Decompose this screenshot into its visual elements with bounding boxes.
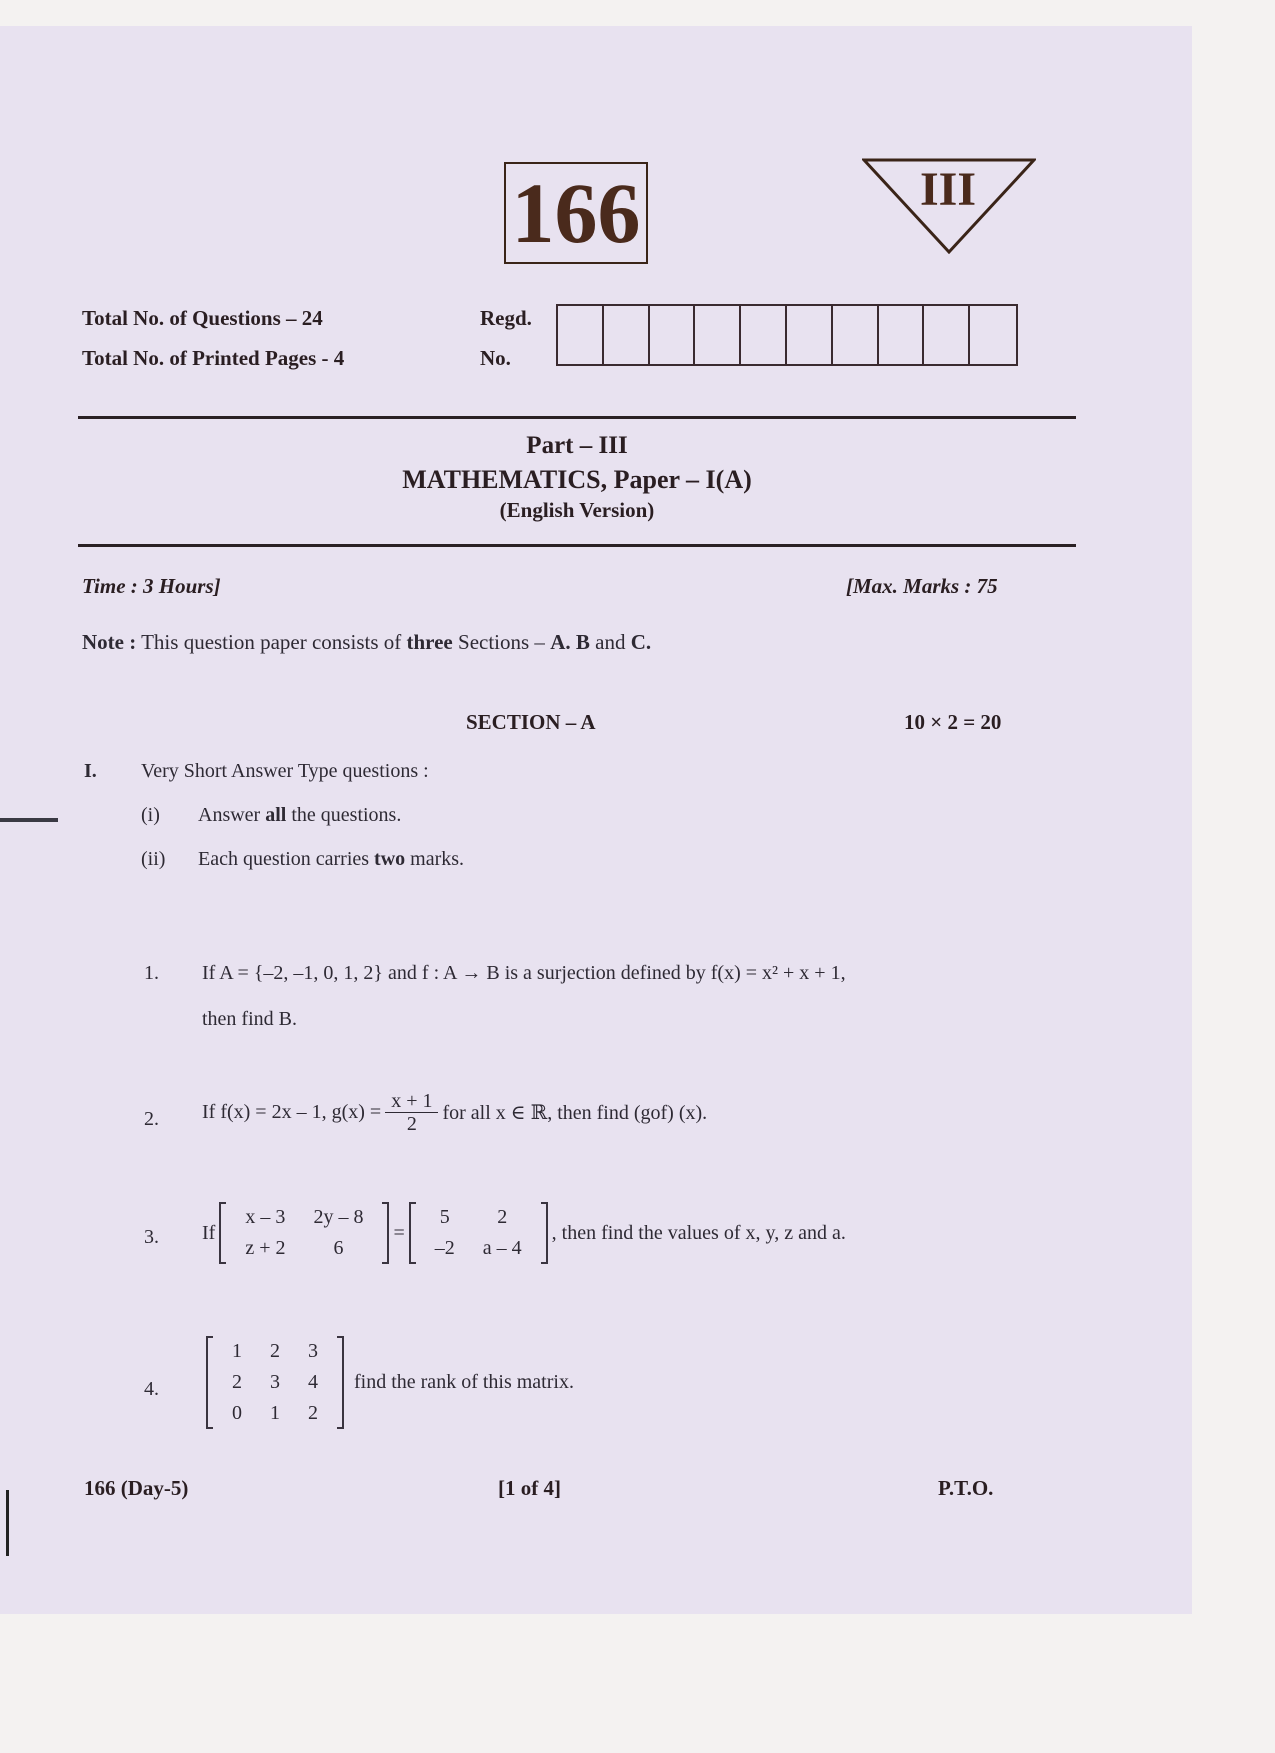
subject-title: MATHEMATICS, Paper – I(A)	[402, 465, 752, 494]
matrix-cell: 2y – 8	[313, 1206, 364, 1228]
section-a-title: SECTION – A	[466, 710, 596, 734]
total-questions: Total No. of Questions – 24	[82, 306, 323, 330]
regd-box[interactable]	[879, 306, 925, 364]
matrix-right	[409, 1202, 548, 1264]
equals-sign: =	[393, 1221, 405, 1244]
matrix-cell: 2	[232, 1371, 242, 1393]
matrix-cell: z + 2	[245, 1237, 286, 1259]
footer-pto: P.T.O.	[938, 1476, 994, 1500]
instruction	[198, 804, 401, 827]
regd-box[interactable]	[604, 306, 650, 364]
question-4-suffix: find the rank of this matrix.	[354, 1371, 574, 1393]
question-number: 3.	[144, 1226, 159, 1248]
time-allowed: Time : 3 Hours]	[82, 574, 221, 598]
matrix-cell: 2	[308, 1402, 318, 1424]
matrix-cell: 3	[270, 1371, 280, 1393]
note-text: Sections –	[458, 630, 545, 654]
total-pages: Total No. of Printed Pages - 4	[82, 346, 345, 370]
matrix	[206, 1336, 344, 1429]
regd-box[interactable]	[695, 306, 741, 364]
instruction-text: the questions.	[291, 804, 402, 826]
matrix-cell: 1	[232, 1340, 242, 1362]
instruction-text: Answer	[198, 804, 261, 826]
instruction	[198, 848, 464, 871]
regd-box[interactable]	[741, 306, 787, 364]
question-2-suffix: for all x ∈ ℝ, then find (gof) (x).	[442, 1102, 708, 1124]
set-number: III	[919, 163, 977, 216]
matrix-cell: 0	[232, 1402, 242, 1424]
regd-box[interactable]	[833, 306, 879, 364]
instruction-number: (i)	[141, 804, 160, 826]
question-2-text	[202, 1090, 707, 1135]
matrix-cell: 3	[308, 1340, 318, 1362]
fraction-denominator: 2	[406, 1113, 417, 1135]
question-number: 2.	[144, 1108, 159, 1130]
instruction-text: Each question carries	[198, 848, 370, 870]
question-2-prefix: If f(x) = 2x – 1, g(x) =	[202, 1101, 382, 1123]
regd-box[interactable]	[924, 306, 970, 364]
matrix-cell: 6	[333, 1237, 344, 1259]
question-4-text	[202, 1336, 574, 1429]
margin-mark	[6, 1490, 9, 1556]
matrix-cell: 4	[308, 1371, 318, 1393]
part-title: Part – III	[526, 432, 628, 459]
regd-box[interactable]	[787, 306, 833, 364]
divider	[78, 544, 1076, 547]
instruction-text: marks.	[410, 848, 465, 870]
instruction-bold: two	[374, 848, 406, 870]
question-number: 1.	[144, 962, 159, 984]
question-paper-sheet	[0, 26, 1192, 1614]
question-number: 4.	[144, 1378, 159, 1400]
note-sections: A. B	[550, 630, 590, 654]
question-group-heading: Very Short Answer Type questions :	[141, 760, 429, 782]
matrix-cell: a – 4	[482, 1237, 522, 1259]
question-1-text: If A = {–2, –1, 0, 1, 2} and f : A → B is a surjection defined by f(x) = x² + x + 1,	[202, 962, 846, 984]
question-1-text: then find B.	[202, 1008, 297, 1030]
note	[82, 630, 651, 655]
version-title: (English Version)	[499, 498, 655, 522]
regd-box[interactable]	[650, 306, 696, 364]
regd-box[interactable]	[970, 306, 1016, 364]
regd-no-label: No.	[480, 346, 511, 370]
regd-number-boxes[interactable]	[556, 304, 1018, 366]
matrix-left	[219, 1202, 389, 1264]
question-group-number: I.	[84, 760, 97, 782]
instruction-bold: all	[265, 804, 287, 826]
footer-code: 166 (Day-5)	[84, 1476, 189, 1500]
margin-mark	[0, 818, 58, 822]
divider	[78, 416, 1076, 419]
section-a-marks: 10 × 2 = 20	[904, 710, 1002, 734]
matrix-cell: 5	[439, 1206, 450, 1228]
matrix-cell: 2	[497, 1206, 508, 1228]
note-bold: three	[406, 630, 453, 654]
regd-box[interactable]	[558, 306, 604, 364]
matrix-cell: x – 3	[245, 1206, 286, 1228]
matrix-cell: 1	[270, 1402, 280, 1424]
paper-code-box: 166	[504, 162, 648, 264]
footer-page-count: [1 of 4]	[498, 1476, 561, 1500]
fraction	[385, 1090, 438, 1135]
note-label: Note :	[82, 630, 137, 654]
fraction-numerator: x + 1	[385, 1090, 438, 1113]
note-and: and	[595, 630, 626, 654]
max-marks: [Max. Marks : 75	[846, 574, 998, 598]
matrix-cell: 2	[270, 1340, 280, 1362]
matrix-cell: –2	[434, 1237, 455, 1259]
regd-label: Regd.	[480, 306, 532, 330]
note-c: C.	[630, 630, 652, 654]
question-3-suffix: , then find the values of x, y, z and a.	[551, 1221, 846, 1244]
note-text: This question paper consists of	[141, 630, 402, 654]
question-3-text	[202, 1202, 846, 1264]
instruction-number: (ii)	[141, 848, 166, 870]
question-3-if: If	[202, 1221, 216, 1244]
